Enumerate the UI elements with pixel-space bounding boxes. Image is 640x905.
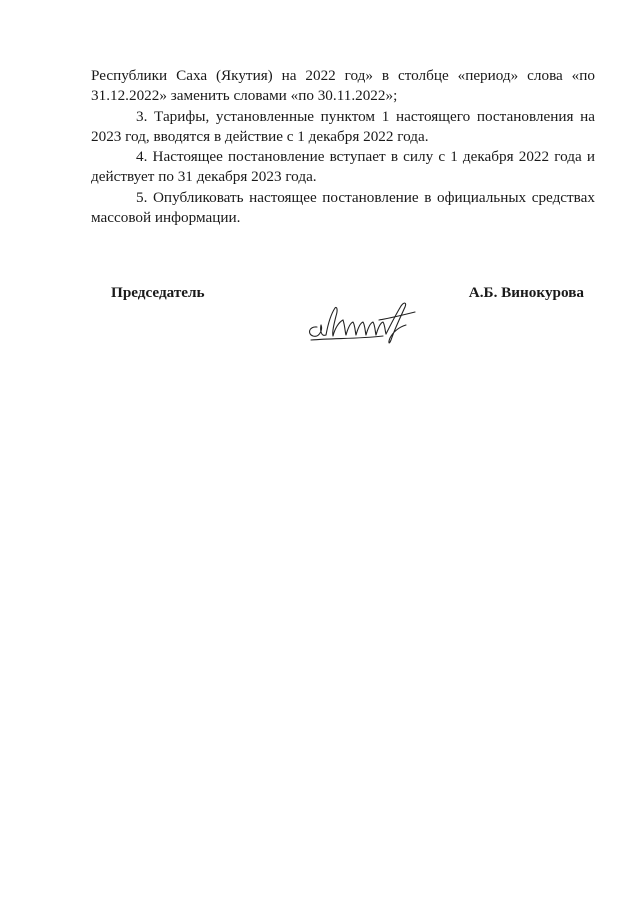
paragraph-item-4: 4. Настоящее постановление вступает в силу с 1 декабря 2022 года и действует по 31 декабря 2023 года. xyxy=(91,148,595,186)
document-body xyxy=(91,66,595,228)
signatory-name: А.Б. Винокурова xyxy=(468,284,584,301)
paragraph-continuation: Республики Саха (Якутия) на 2022 год» в столбце «период» слова «по 31.12.2022» заменить словами «по 30.11.2022»; xyxy=(91,67,595,105)
signature-block xyxy=(0,282,640,352)
paragraph-item-5: 5. Опубликовать настоящее постановление в официальных средствах массовой информации. xyxy=(91,188,595,227)
paragraph-item-3: 3. Тарифы, установленные пунктом 1 настоящего постановления на 2023 год, вводятся в действие с 1 декабря 2022 года. xyxy=(91,107,595,145)
handwritten-signature xyxy=(303,292,423,347)
signatory-title: Председатель xyxy=(111,284,205,301)
